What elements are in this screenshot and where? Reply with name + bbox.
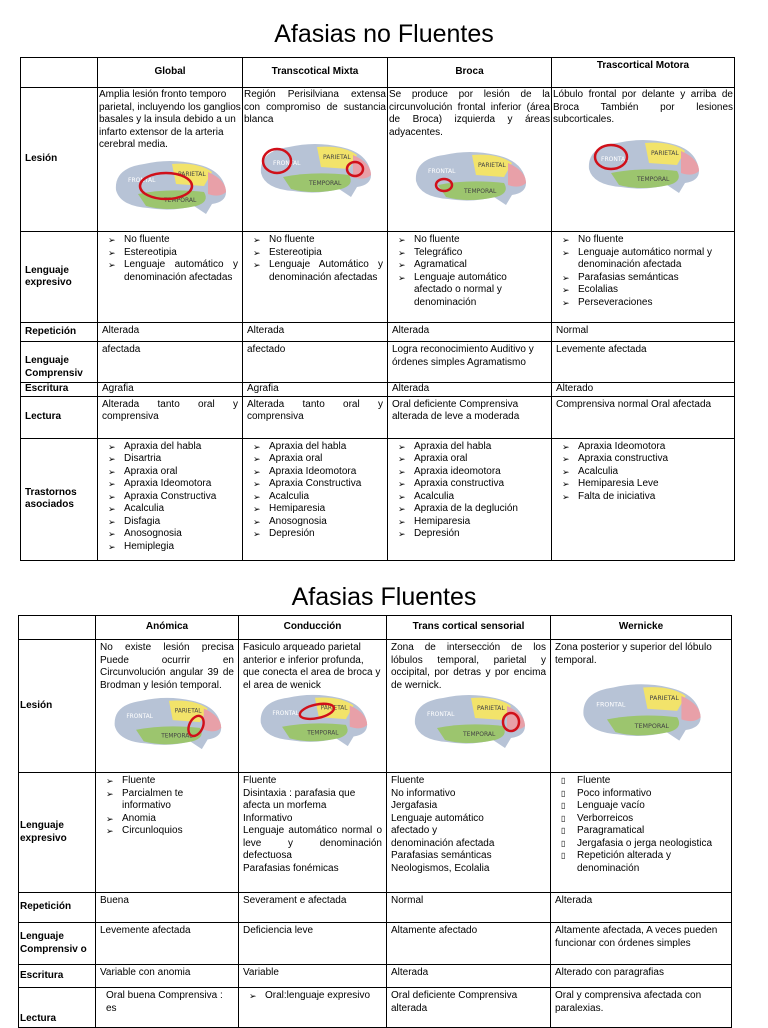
list-item: ➢ Fluente bbox=[122, 775, 234, 788]
parietal-label: PARIETAL bbox=[323, 153, 351, 161]
lectura-cell: Oral deficiente Comprensiva alterada bbox=[387, 988, 551, 1028]
list-item: ➢ Apraxia oral bbox=[124, 466, 238, 479]
frontal-label: FRONTAL bbox=[426, 711, 454, 718]
escritura-cell: Alterada bbox=[387, 965, 551, 988]
repeticion-cell: Normal bbox=[387, 893, 551, 923]
repeticion-cell: Buena bbox=[96, 893, 239, 923]
escritura-cell: Variable con anomia bbox=[96, 965, 239, 988]
list-item: ➢ No fluente bbox=[578, 234, 730, 247]
temporal-label: TEMPORAL bbox=[637, 175, 670, 183]
list-item: ➢ Apraxia oral bbox=[269, 453, 383, 466]
col-header-global: Global bbox=[98, 58, 243, 88]
list-item: ➢ Apraxia de la deglución bbox=[414, 503, 547, 516]
col-header-transcortical-sensorial: Trans cortical sensorial bbox=[387, 616, 551, 640]
comprensivo-cell: afectado bbox=[243, 342, 388, 383]
col-header-broca: Broca bbox=[388, 58, 552, 88]
list-item: ➢ Depresión bbox=[269, 528, 383, 541]
brain-illustration bbox=[405, 692, 533, 752]
text-line: No informativo bbox=[391, 787, 456, 799]
list-item: ➢ Anosognosia bbox=[124, 528, 238, 541]
brain-illustration bbox=[408, 149, 532, 209]
list-item: ➢ Estereotipia bbox=[269, 247, 383, 260]
list-item: ➢ Falta de iniciativa bbox=[578, 491, 730, 504]
list bbox=[556, 441, 730, 504]
col-header-motora: Trascortical Motora bbox=[552, 58, 735, 88]
parietal-label: PARIETAL bbox=[476, 705, 505, 712]
col-header-wernicke: Wernicke bbox=[551, 616, 732, 640]
nonfluent-table bbox=[20, 57, 735, 561]
frontal-label: FRONTAL bbox=[427, 168, 455, 175]
brain-illustration bbox=[581, 137, 705, 197]
row-label-repeticion: Repetición bbox=[19, 893, 96, 923]
escritura-cell: Agrafia bbox=[243, 383, 388, 397]
list-item: ➢ Apraxia constructiva bbox=[578, 453, 730, 466]
text-line: Fluente bbox=[243, 775, 277, 786]
list-item: ➢ Apraxia Constructiva bbox=[269, 478, 383, 491]
escritura-cell: Alterado bbox=[552, 383, 735, 397]
comprensivo-cell: Logra reconocimiento Auditivo y órdenes simples Agramatismo bbox=[388, 342, 552, 383]
list-item: ➢ Acalculia bbox=[578, 466, 730, 479]
list-item: ➢ Acalculia bbox=[124, 503, 238, 516]
lesion-text: Lóbulo frontal por delante y arriba de Broca También por lesiones subcorticales. bbox=[553, 89, 733, 125]
list-item: ➢ Hemiparesia bbox=[414, 516, 547, 529]
nonfluent-title: Afasias no Fluentes bbox=[274, 20, 494, 48]
temporal-label: TEMPORAL bbox=[462, 731, 495, 738]
list-item: ➢ Apraxia Ideomotora bbox=[578, 441, 730, 454]
text-line: Fluente bbox=[391, 775, 425, 786]
lesion-text: Fasiculo arqueado parietal anterior e inferior profunda, que conecta el area de broca y el area de wenick bbox=[243, 642, 381, 691]
lesion-text: Se produce por lesión de la circunvolución frontal inferior (área de Broca) izquierda y áreas adyacentes. bbox=[389, 89, 550, 138]
list-item: ➢ Perseveraciones bbox=[578, 297, 730, 310]
list-item: ▯ Fluente bbox=[577, 775, 727, 788]
list-item: ➢ Disfagia bbox=[124, 516, 238, 529]
list-item: ▯ Paragramatical bbox=[577, 825, 727, 838]
repeticion-cell: Alterada bbox=[551, 893, 732, 923]
comprensivo-cell: Levemente afectada bbox=[96, 923, 239, 965]
escritura-cell: Alterada bbox=[388, 383, 552, 397]
row-label-escritura: Escritura bbox=[21, 383, 98, 397]
list-item: ➢ Parcialmen te informativo bbox=[122, 788, 234, 813]
text-line: Jergafasia bbox=[391, 800, 438, 811]
row-label-lesion: Lesión bbox=[21, 88, 98, 232]
list-item: ➢ Lenguaje automático y denominación afectadas bbox=[124, 259, 238, 284]
list-item: ➢ Apraxia del habla bbox=[124, 441, 238, 454]
fluent-table bbox=[18, 615, 732, 1028]
escritura-cell: Agrafia bbox=[98, 383, 243, 397]
trastornos-global bbox=[98, 438, 243, 560]
comprensivo-cell: Altamente afectado bbox=[387, 923, 551, 965]
text-line: Lenguaje automático normal o leve y denominación defectuosa bbox=[243, 825, 382, 861]
col-header-conduccion: Conducción bbox=[239, 616, 387, 640]
text-line: Informativo bbox=[243, 812, 293, 824]
lesion-global bbox=[98, 88, 243, 232]
lesion-text: Zona posterior y superior del lóbulo temporal. bbox=[555, 642, 712, 666]
parietal-label: PARIETAL bbox=[651, 149, 679, 157]
parietal-label: PARIETAL bbox=[320, 705, 348, 712]
list-item: ▯ Repetición alterada y denominación bbox=[577, 850, 727, 875]
list bbox=[243, 990, 382, 1003]
list-item: ➢ Hemiparesia bbox=[269, 503, 383, 516]
list-item: ➢ Anomia bbox=[122, 813, 234, 826]
text-line: Lenguaje automático afectado y denominación afectada bbox=[391, 812, 495, 849]
repeticion-cell: Severament e afectada bbox=[239, 893, 387, 923]
lectura-cell: Oral buena Comprensiva : es bbox=[96, 988, 239, 1028]
repeticion-cell: Alterada bbox=[388, 323, 552, 342]
frontal-label: FRONTAL bbox=[601, 155, 629, 163]
lectura-cell: Alterada tanto oral y comprensiva bbox=[243, 396, 388, 438]
list-item: ➢ Anosognosia bbox=[269, 516, 383, 529]
list-item: ➢ Lenguaje Automático y denominación afectadas bbox=[269, 259, 383, 284]
list-item: ➢ Hemiplegia bbox=[124, 541, 238, 554]
brain-illustration bbox=[253, 141, 377, 201]
list-item: ▯ Poco informativo bbox=[577, 788, 727, 801]
brain-illustration bbox=[107, 692, 227, 756]
parietal-label: PARIETAL bbox=[649, 694, 679, 703]
comprensivo-cell: Deficiencia leve bbox=[239, 923, 387, 965]
corner-cell bbox=[19, 616, 96, 640]
list-item: ➢ Apraxia ideomotora bbox=[414, 466, 547, 479]
lectura-cell: Oral deficiente Comprensiva alterada de leve a moderada bbox=[388, 396, 552, 438]
list bbox=[247, 441, 383, 541]
lectura-cell: Comprensiva normal Oral afectada bbox=[552, 396, 735, 438]
list-item: ➢ No fluente bbox=[269, 234, 383, 247]
corner-cell bbox=[21, 58, 98, 88]
list bbox=[392, 441, 547, 541]
list-item: ▯ Jergafasia o jerga neologistica bbox=[577, 838, 727, 851]
expresivo-broca bbox=[388, 232, 552, 323]
list-item: ➢ Apraxia oral bbox=[414, 453, 547, 466]
lectura-cell bbox=[239, 988, 387, 1028]
row-label-repeticion: Repetición bbox=[21, 323, 98, 342]
list-item: ➢ Agramatical bbox=[414, 259, 547, 272]
list bbox=[102, 234, 238, 284]
lesion-wernicke bbox=[551, 640, 732, 773]
list bbox=[392, 234, 547, 309]
row-label-escritura: Escritura bbox=[19, 965, 96, 988]
text-line: Parafasias semánticas bbox=[391, 850, 492, 861]
row-label-expresivo: Lenguaje expresivo bbox=[19, 773, 96, 893]
lesion-transcortical-sensorial bbox=[387, 640, 551, 773]
list-item: ➢ Circunloquios bbox=[122, 825, 234, 838]
row-label-lectura: Lectura bbox=[19, 988, 96, 1028]
expresivo-mixta bbox=[243, 232, 388, 323]
temporal-label: TEMPORAL bbox=[309, 179, 342, 187]
frontal-label: FRONTAL bbox=[596, 700, 626, 709]
list-item: ➢ Telegráfico bbox=[414, 247, 547, 260]
list-item: ➢ Depresión bbox=[414, 528, 547, 541]
list bbox=[100, 775, 234, 838]
text-line: Disintaxia : parafasia que afecta un morfema bbox=[243, 787, 356, 811]
temporal-label: TEMPORAL bbox=[161, 733, 193, 740]
list-item: ➢ Apraxia del habla bbox=[269, 441, 383, 454]
lesion-text: Región Perisilviana extensa con compromiso de sustancia blanca bbox=[244, 89, 386, 125]
temporal-label: TEMPORAL bbox=[164, 196, 197, 204]
temporal-label: TEMPORAL bbox=[306, 730, 338, 737]
expresivo-anomica bbox=[96, 773, 239, 893]
fluent-title: Afasias Fluentes bbox=[291, 583, 477, 611]
text-line: Neologismos, Ecolalia bbox=[391, 862, 490, 874]
expresivo-wernicke bbox=[551, 773, 732, 893]
row-label-comprensivo: Lenguaje Comprensiv o bbox=[19, 923, 96, 965]
list-item: ▯ Verborreicos bbox=[577, 813, 727, 826]
escritura-cell: Alterado con paragrafias bbox=[551, 965, 732, 988]
frontal-label: FRONTAL bbox=[128, 176, 156, 184]
list bbox=[555, 775, 727, 875]
list-item: ➢ No fluente bbox=[124, 234, 238, 247]
row-label-comprensivo: Lenguaje Comprensiv bbox=[21, 342, 98, 383]
expresivo-motora bbox=[552, 232, 735, 323]
trastornos-broca bbox=[388, 438, 552, 560]
row-label-lesion: Lesión bbox=[19, 640, 96, 773]
frontal-label: FRONTAL bbox=[271, 711, 299, 718]
escritura-cell: Variable bbox=[239, 965, 387, 988]
list-item: ➢ Acalculia bbox=[414, 491, 547, 504]
list-item: ➢ Apraxia Constructiva bbox=[124, 491, 238, 504]
list-item: ▯ Lenguaje vacío bbox=[577, 800, 727, 813]
list-item: ➢ Apraxia del habla bbox=[414, 441, 547, 454]
repeticion-cell: Alterada bbox=[98, 323, 243, 342]
temporal-label: TEMPORAL bbox=[634, 721, 669, 730]
list-item: ➢ Apraxia Ideomotora bbox=[269, 466, 383, 479]
text-line: Parafasias fonémicas bbox=[243, 862, 339, 874]
col-header-mixta: Transcotical Mixta bbox=[243, 58, 388, 88]
comprensivo-cell: afectada bbox=[98, 342, 243, 383]
list-item: ➢ Apraxia Ideomotora bbox=[124, 478, 238, 491]
comprensivo-cell: Altamente afectada, A veces pueden funcionar con órdenes simples bbox=[551, 923, 732, 965]
list-item: ➢ Apraxia constructiva bbox=[414, 478, 547, 491]
list bbox=[102, 441, 238, 554]
expresivo-global bbox=[98, 232, 243, 323]
list-item: ➢ Hemiparesia Leve bbox=[578, 478, 730, 491]
trastornos-mixta bbox=[243, 438, 388, 560]
lesion-conduccion bbox=[239, 640, 387, 773]
frontal-label: FRONTAL bbox=[126, 714, 153, 721]
lectura-cell: Oral y comprensiva afectada con paralexias. bbox=[551, 988, 732, 1028]
lesion-motora bbox=[552, 88, 735, 232]
list-item: ➢ Disartria bbox=[124, 453, 238, 466]
lesion-text: No existe lesión precisa Puede ocurrir en Circunvolución angular 39 de Brodman y lesión temporal. bbox=[100, 642, 234, 691]
row-label-expresivo: Lenguaje expresivo bbox=[21, 232, 98, 323]
parietal-label: PARIETAL bbox=[477, 162, 506, 169]
lesion-broca bbox=[388, 88, 552, 232]
trastornos-motora bbox=[552, 438, 735, 560]
frontal-label: FRONTAL bbox=[273, 159, 301, 167]
col-header-anomica: Anómica bbox=[96, 616, 239, 640]
brain-illustration bbox=[251, 692, 375, 750]
list-item: ➢ Parafasias semánticas bbox=[578, 272, 730, 285]
list bbox=[247, 234, 383, 284]
lesion-text: Zona de intersección de los lóbulos temporal, parietal y occipital, por detras y por encima de wernick. bbox=[391, 642, 546, 691]
list-item: ➢ Lenguaje automático normal y denominación afectada bbox=[578, 247, 730, 272]
lectura-cell: Alterada tanto oral y comprensiva bbox=[98, 396, 243, 438]
list-item: ➢ Acalculia bbox=[269, 491, 383, 504]
brain-illustration bbox=[575, 681, 707, 745]
repeticion-cell: Normal bbox=[552, 323, 735, 342]
lesion-text: Amplia lesión fronto temporo parietal, incluyendo los ganglios basales y la insula debido a un infarto extensor de la arteria cerebral media. bbox=[99, 89, 241, 150]
list-item: ➢ Ecolalias bbox=[578, 284, 730, 297]
list bbox=[556, 234, 730, 309]
expresivo-conduccion bbox=[239, 773, 387, 893]
row-label-lectura: Lectura bbox=[21, 396, 98, 438]
row-label-trastornos: Trastornos asociados bbox=[21, 438, 98, 560]
list-item: ➢ Estereotipia bbox=[124, 247, 238, 260]
parietal-label: PARIETAL bbox=[178, 170, 206, 178]
list-item: ➢ Lenguaje automático afectado o normal y denominación bbox=[414, 272, 547, 310]
expresivo-transcortical-sensorial bbox=[387, 773, 551, 893]
lesion-mixta bbox=[243, 88, 388, 232]
list-item: ➢ No fluente bbox=[414, 234, 547, 247]
list-item: ➢ Oral:lenguaje expresivo bbox=[265, 990, 382, 1003]
brain-illustration bbox=[108, 158, 232, 218]
comprensivo-cell: Levemente afectada bbox=[552, 342, 735, 383]
parietal-label: PARIETAL bbox=[174, 708, 202, 715]
temporal-label: TEMPORAL bbox=[463, 188, 496, 195]
lesion-anomica bbox=[96, 640, 239, 773]
repeticion-cell: Alterada bbox=[243, 323, 388, 342]
